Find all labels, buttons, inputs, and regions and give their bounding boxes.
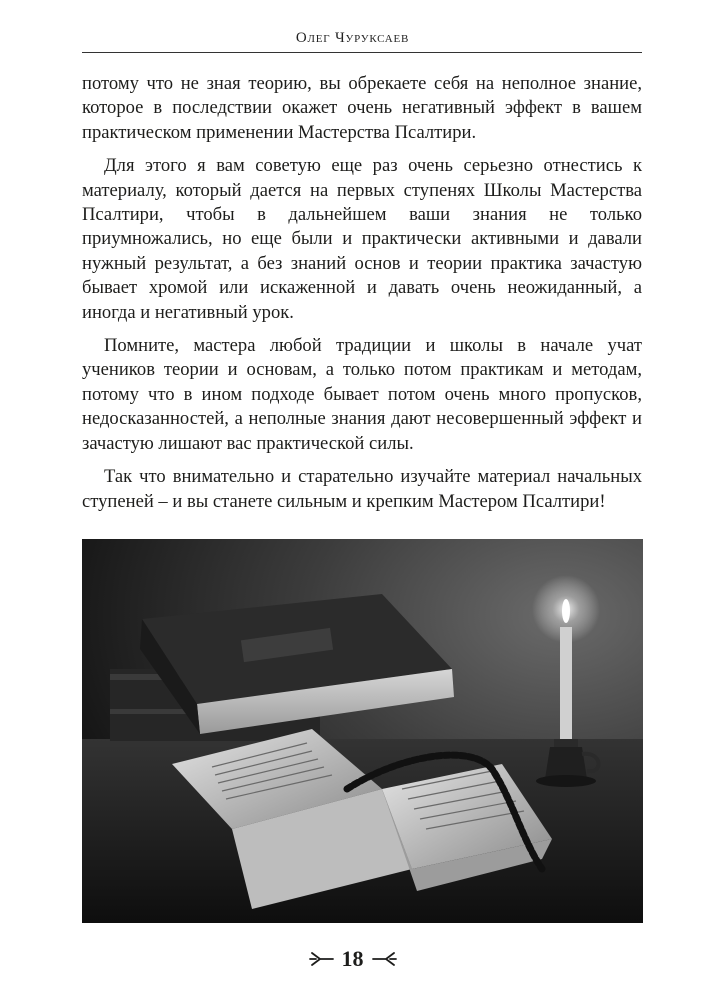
paragraph-2: Для этого я вам советую еще раз очень серьезно отнестись к материалу, который дается на первых ступенях Школы Мастерства Псалтири, чтобы в дальнейшем ваши знания не только приумножались, но еще были и практически активными и давали нужный результат, а без знаний основ и теории практика зачастую бывает хромой или искаженной и давать очень неожиданный, а иногда и негативный урок. (82, 155, 642, 323)
paragraph-1: потому что не зная теорию, вы обрекаете себя на неполное знание, которое в последствии окажет очень негативный эффект в вашем практическом применении Мастерства Псалтири. (82, 73, 642, 143)
body-text (82, 72, 642, 523)
paragraph-4: Так что внимательно и старательно изучайте материал начальных ступеней – и вы станете сильным и крепким Мастером Псалтири! (82, 466, 642, 512)
running-header (0, 0, 705, 60)
left-ornament-icon (308, 952, 334, 966)
header-rule (82, 52, 642, 53)
header-author: Олег Чуруксаев (295, 30, 410, 46)
books-candle-photo (82, 539, 643, 923)
page-number: 18 (341, 946, 364, 971)
paragraph-3: Помните, мастера любой традиции и школы в начале учат учеников теории и основам, а только потом практикам и методам, потому что в ином подходе бывает потом очень много пропусков, недосказанностей, а неполные знания дают несовершенный эффект и зачастую лишают вас практической силы. (82, 335, 642, 454)
right-ornament-icon (372, 952, 398, 966)
page-footer (0, 946, 705, 972)
